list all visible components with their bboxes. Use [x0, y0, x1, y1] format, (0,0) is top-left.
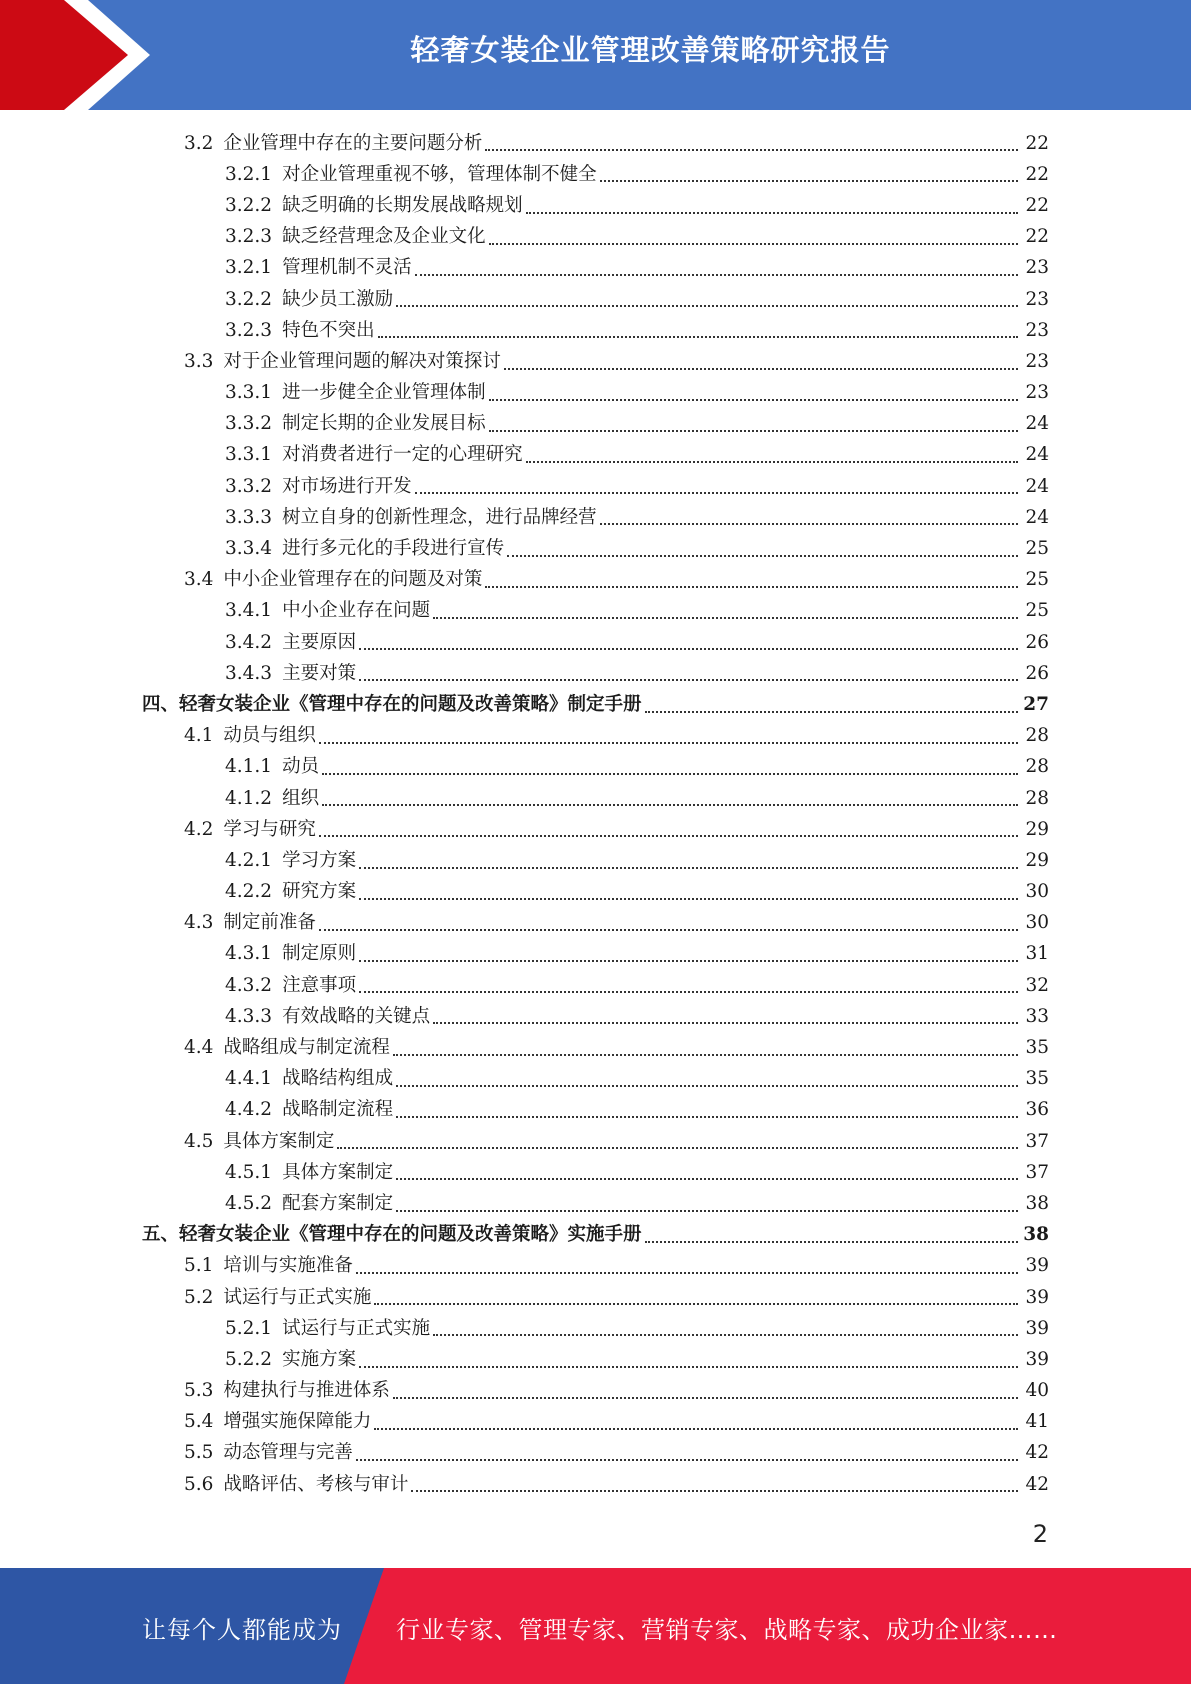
toc-entry-title: 企业管理中存在的主要问题分析 [223, 132, 483, 154]
toc-entry-title: 对企业管理重视不够，管理体制不健全 [282, 163, 597, 185]
toc-entry-page: 39 [1025, 1317, 1049, 1339]
toc-entry[interactable] [0, 596, 1191, 627]
toc-entry-page: 42 [1025, 1442, 1049, 1464]
toc-entry-title: 缺乏经营理念及企业文化 [282, 226, 486, 248]
toc-entry[interactable] [0, 159, 1191, 190]
toc-entry-page: 24 [1025, 475, 1049, 497]
toc-entry-number: 3.2.3 [225, 226, 273, 248]
toc-entry[interactable] [0, 440, 1191, 471]
toc-entry-number: 4.4.1 [225, 1068, 273, 1090]
toc-entry-title: 对市场进行开发 [282, 475, 412, 497]
toc-entry-title: 配套方案制定 [282, 1192, 394, 1214]
toc-entry-number: 3.2.2 [225, 288, 273, 310]
toc-entry-title: 动员 [282, 756, 320, 778]
toc-dot-leader [396, 1209, 1018, 1212]
toc-dot-leader [393, 1053, 1018, 1056]
toc-entry-title: 具体方案制定 [282, 1161, 394, 1183]
toc-dot-leader [526, 211, 1018, 214]
toc-dot-leader [396, 304, 1018, 307]
toc-dot-leader [411, 1489, 1018, 1492]
toc-entry[interactable] [0, 284, 1191, 315]
toc-dot-leader [359, 1365, 1018, 1368]
toc-dot-leader [433, 1021, 1018, 1024]
toc-entry[interactable] [0, 1251, 1191, 1282]
toc-dot-leader [359, 897, 1018, 900]
toc-entry-title: 制定前准备 [223, 912, 316, 934]
toc-entry[interactable] [0, 502, 1191, 533]
toc-entry-number: 4.5.2 [225, 1192, 273, 1214]
toc-entry-title: 主要原因 [282, 631, 357, 653]
toc-dot-leader [485, 585, 1018, 588]
toc-entry[interactable] [0, 1220, 1191, 1251]
toc-entry-page: 28 [1025, 725, 1049, 747]
toc-entry-number: 5.3 [184, 1380, 214, 1402]
toc-entry-title: 进行多元化的手段进行宣传 [282, 538, 505, 560]
toc-dot-leader [359, 866, 1018, 869]
toc-dot-leader [359, 990, 1018, 993]
toc-dot-leader [433, 616, 1018, 619]
toc-entry-number: 3.3.2 [225, 475, 273, 497]
toc-entry-title: 研究方案 [282, 881, 357, 903]
toc-entry[interactable] [0, 939, 1191, 970]
toc-dot-leader [359, 959, 1018, 962]
toc-entry[interactable] [0, 845, 1191, 876]
toc-entry-page: 28 [1025, 787, 1049, 809]
toc-entry-page: 29 [1025, 849, 1049, 871]
toc-entry[interactable] [0, 222, 1191, 253]
toc-entry-page: 37 [1025, 1161, 1049, 1183]
toc-entry-number: 3.2.1 [225, 163, 273, 185]
toc-entry[interactable] [0, 1001, 1191, 1032]
toc-entry[interactable] [0, 565, 1191, 596]
toc-entry-number: 4.1.1 [225, 756, 273, 778]
footer-slogan-right: 行业专家、管理专家、营销专家、战略专家、成功企业家…… [396, 1616, 1058, 1644]
footer-banner [0, 1568, 1191, 1684]
toc-dot-leader [322, 772, 1018, 775]
toc-entry-number: 5.2.1 [225, 1317, 273, 1339]
toc-dot-leader [415, 273, 1018, 276]
document-title: 轻奢女装企业管理改善策略研究报告 [410, 33, 891, 67]
toc-entry-title: 培训与实施准备 [223, 1255, 353, 1277]
toc-dot-leader [645, 710, 1018, 713]
toc-entry-page: 42 [1025, 1473, 1049, 1495]
toc-entry-title: 制定原则 [282, 943, 357, 965]
toc-entry-number: 4.2 [184, 818, 214, 840]
toc-entry-number: 3.2.1 [225, 257, 273, 279]
toc-entry-title: 对于企业管理问题的解决对策探讨 [223, 350, 501, 372]
toc-entry-number: 4.5 [184, 1130, 214, 1152]
toc-entry[interactable] [0, 1032, 1191, 1063]
toc-entry-number: 4.4.2 [225, 1099, 273, 1121]
toc-entry-page: 26 [1025, 662, 1049, 684]
toc-entry-page: 25 [1025, 538, 1049, 560]
toc-entry-title: 实施方案 [282, 1348, 357, 1370]
toc-dot-leader [319, 928, 1018, 931]
toc-dot-leader [433, 1333, 1018, 1336]
toc-entry-page: 41 [1025, 1411, 1049, 1433]
toc-entry-title: 学习与研究 [223, 818, 316, 840]
toc-dot-leader [504, 367, 1018, 370]
toc-entry-number: 3.3 [184, 350, 214, 372]
page-number: 2 [1032, 1520, 1048, 1548]
toc-dot-leader [356, 1271, 1018, 1274]
toc-dot-leader [359, 647, 1018, 650]
toc-entry[interactable] [0, 253, 1191, 284]
toc-dot-leader [322, 803, 1018, 806]
toc-entry[interactable] [0, 1126, 1191, 1157]
toc-entry-page: 37 [1025, 1130, 1049, 1152]
toc-entry-page: 22 [1025, 194, 1049, 216]
toc-entry-page: 40 [1025, 1380, 1049, 1402]
toc-entry-title: 动员与组织 [223, 725, 316, 747]
toc-entry-page: 27 [1023, 693, 1049, 715]
header-banner [0, 0, 1191, 110]
toc-dot-leader [485, 148, 1018, 151]
toc-entry[interactable] [0, 1438, 1191, 1469]
toc-entry-title: 战略制定流程 [282, 1099, 394, 1121]
toc-dot-leader [415, 491, 1018, 494]
toc-entry[interactable] [0, 814, 1191, 845]
toc-entry-number: 5.2.2 [225, 1348, 273, 1370]
toc-entry[interactable] [0, 908, 1191, 939]
toc-entry[interactable] [0, 1407, 1191, 1438]
toc-entry-page: 39 [1025, 1255, 1049, 1277]
toc-dot-leader [356, 1458, 1018, 1461]
toc-entry-number: 3.2.2 [225, 194, 273, 216]
toc-entry[interactable] [0, 1157, 1191, 1188]
toc-entry-title: 四、轻奢女装企业《管理中存在的问题及改善策略》制定手册 [142, 693, 642, 715]
toc-entry-page: 23 [1025, 288, 1049, 310]
toc-entry-number: 4.1.2 [225, 787, 273, 809]
toc-entry-number: 4.2.2 [225, 881, 273, 903]
toc-entry-title: 构建执行与推进体系 [223, 1380, 390, 1402]
toc-entry-number: 3.4.2 [225, 631, 273, 653]
toc-dot-leader [489, 398, 1018, 401]
toc-entry-page: 38 [1025, 1192, 1049, 1214]
toc-entry[interactable] [0, 689, 1191, 720]
toc-dot-leader [396, 1177, 1018, 1180]
toc-entry-page: 30 [1025, 881, 1049, 903]
toc-entry[interactable] [0, 1095, 1191, 1126]
toc-dot-leader [600, 179, 1018, 182]
toc-entry[interactable] [0, 1188, 1191, 1219]
toc-entry-number: 3.3.1 [225, 444, 273, 466]
toc-entry-page: 35 [1025, 1037, 1049, 1059]
toc-dot-leader [393, 1396, 1018, 1399]
toc-entry[interactable] [0, 1469, 1191, 1500]
toc-entry-page: 23 [1025, 382, 1049, 404]
toc-entry-number: 4.4 [184, 1037, 214, 1059]
toc-entry-title: 动态管理与完善 [223, 1442, 353, 1464]
toc-entry-page: 22 [1025, 132, 1049, 154]
toc-entry-number: 4.1 [184, 725, 214, 747]
toc-entry-page: 33 [1025, 1005, 1049, 1027]
toc-entry-page: 29 [1025, 818, 1049, 840]
toc-entry-page: 24 [1025, 506, 1049, 528]
toc-entry-page: 23 [1025, 350, 1049, 372]
toc-entry-number: 3.4.1 [225, 600, 273, 622]
toc-entry-title: 管理机制不灵活 [282, 257, 412, 279]
toc-entry-number: 5.5 [184, 1442, 214, 1464]
toc-entry-title: 战略结构组成 [282, 1068, 394, 1090]
toc-entry-title: 组织 [282, 787, 320, 809]
toc-dot-leader [374, 1302, 1018, 1305]
toc-entry-page: 23 [1025, 257, 1049, 279]
toc-entry-number: 5.1 [184, 1255, 214, 1277]
toc-entry-title: 试运行与正式实施 [282, 1317, 431, 1339]
toc-entry-number: 5.6 [184, 1473, 214, 1495]
toc-entry[interactable] [0, 1344, 1191, 1375]
toc-entry-title: 中小企业管理存在的问题及对策 [223, 569, 483, 591]
toc-dot-leader [374, 1427, 1018, 1430]
toc-entry[interactable] [0, 752, 1191, 783]
toc-entry-page: 24 [1025, 444, 1049, 466]
toc-entry-page: 35 [1025, 1068, 1049, 1090]
toc-entry-title: 对消费者进行一定的心理研究 [282, 444, 523, 466]
toc-dot-leader [337, 1146, 1018, 1149]
toc-dot-leader [600, 522, 1018, 525]
toc-entry-number: 4.3 [184, 912, 214, 934]
toc-entry-number: 4.3.1 [225, 943, 273, 965]
toc-entry-number: 3.4 [184, 569, 214, 591]
toc-entry-number: 4.5.1 [225, 1161, 273, 1183]
toc-entry-title: 进一步健全企业管理体制 [282, 382, 486, 404]
toc-entry-number: 3.3.1 [225, 382, 273, 404]
toc-entry-number: 3.2.3 [225, 319, 273, 341]
toc-entry-title: 缺少员工激励 [282, 288, 394, 310]
toc-dot-leader [359, 678, 1018, 681]
toc-entry-number: 4.3.2 [225, 974, 273, 996]
toc-entry-page: 31 [1025, 943, 1049, 965]
toc-entry-number: 3.4.3 [225, 662, 273, 684]
toc-dot-leader [319, 741, 1018, 744]
toc-entry[interactable] [0, 783, 1191, 814]
toc-dot-leader [507, 554, 1018, 557]
toc-entry[interactable] [0, 190, 1191, 221]
toc-entry-page: 38 [1023, 1224, 1049, 1246]
toc-entry-number: 3.3.3 [225, 506, 273, 528]
toc-entry-title: 注意事项 [282, 974, 357, 996]
toc-entry[interactable] [0, 1376, 1191, 1407]
toc-entry-title: 学习方案 [282, 849, 357, 871]
toc-entry-title: 战略评估、考核与审计 [223, 1473, 409, 1495]
table-of-contents [0, 128, 1191, 1500]
toc-entry[interactable] [0, 970, 1191, 1001]
toc-entry-number: 5.4 [184, 1411, 214, 1433]
toc-entry-page: 22 [1025, 163, 1049, 185]
toc-entry-number: 3.3.4 [225, 538, 273, 560]
toc-dot-leader [378, 335, 1018, 338]
toc-entry[interactable] [0, 1064, 1191, 1095]
toc-entry-page: 26 [1025, 631, 1049, 653]
toc-entry-title: 五、轻奢女装企业《管理中存在的问题及改善策略》实施手册 [142, 1224, 642, 1246]
toc-entry-title: 战略组成与制定流程 [223, 1037, 390, 1059]
toc-entry-title: 主要对策 [282, 662, 357, 684]
toc-entry-page: 28 [1025, 756, 1049, 778]
toc-entry-page: 30 [1025, 912, 1049, 934]
toc-entry-page: 39 [1025, 1286, 1049, 1308]
toc-entry-page: 39 [1025, 1348, 1049, 1370]
toc-entry[interactable] [0, 471, 1191, 502]
toc-entry[interactable] [0, 1313, 1191, 1344]
toc-dot-leader [396, 1084, 1018, 1087]
toc-entry[interactable] [0, 315, 1191, 346]
toc-entry[interactable] [0, 409, 1191, 440]
toc-entry-number: 4.3.3 [225, 1005, 273, 1027]
toc-entry-title: 有效战略的关键点 [282, 1005, 431, 1027]
toc-entry[interactable] [0, 1282, 1191, 1313]
toc-entry-title: 制定长期的企业发展目标 [282, 413, 486, 435]
toc-dot-leader [396, 1115, 1018, 1118]
toc-entry-page: 23 [1025, 319, 1049, 341]
toc-entry[interactable] [0, 128, 1191, 159]
toc-entry[interactable] [0, 658, 1191, 689]
toc-entry[interactable] [0, 378, 1191, 409]
toc-entry-title: 中小企业存在问题 [282, 600, 431, 622]
toc-entry[interactable] [0, 877, 1191, 908]
toc-entry[interactable] [0, 721, 1191, 752]
toc-entry-title: 增强实施保障能力 [223, 1411, 372, 1433]
toc-entry[interactable] [0, 533, 1191, 564]
toc-entry-number: 3.3.2 [225, 413, 273, 435]
toc-entry-page: 32 [1025, 974, 1049, 996]
toc-entry-number: 5.2 [184, 1286, 214, 1308]
toc-entry-number: 4.2.1 [225, 849, 273, 871]
toc-entry-number: 3.2 [184, 132, 214, 154]
toc-entry-page: 25 [1025, 569, 1049, 591]
footer-slogan-left: 让每个人都能成为 [142, 1616, 342, 1644]
toc-entry-title: 特色不突出 [282, 319, 375, 341]
toc-entry-title: 试运行与正式实施 [223, 1286, 372, 1308]
toc-entry-title: 树立自身的创新性理念，进行品牌经营 [282, 506, 597, 528]
toc-entry[interactable] [0, 627, 1191, 658]
toc-entry-page: 25 [1025, 600, 1049, 622]
toc-dot-leader [489, 429, 1018, 432]
toc-dot-leader [319, 834, 1018, 837]
toc-entry-title: 缺乏明确的长期发展战略规划 [282, 194, 523, 216]
toc-entry[interactable] [0, 346, 1191, 377]
toc-dot-leader [489, 242, 1018, 245]
toc-entry-title: 具体方案制定 [223, 1130, 335, 1152]
toc-dot-leader [526, 460, 1018, 463]
toc-dot-leader [645, 1240, 1018, 1243]
toc-entry-page: 24 [1025, 413, 1049, 435]
toc-entry-page: 36 [1025, 1099, 1049, 1121]
toc-entry-page: 22 [1025, 226, 1049, 248]
